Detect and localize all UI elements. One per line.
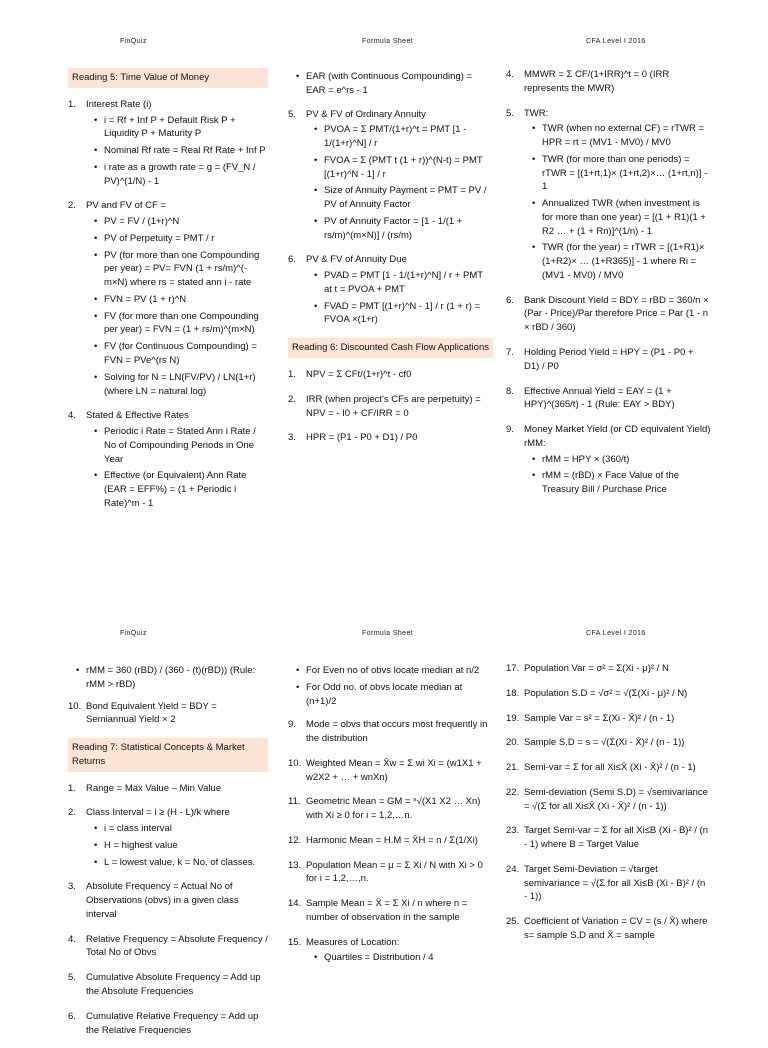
list-item: 6. Cumulative Relative Frequency = Add up the Relative Frequencies [68,1010,259,1036]
list-item: 3. Absolute Frequency = Actual No of Observations (obvs) in a given class interval [68,881,239,920]
list-item: 4. MMWR = Σ CF/(1+IRR)^t = 0 (IRR represents the MWR) [506,69,670,94]
bullet: • i rate as a growth rate = g = (FV_N / PV)^(1/N) - 1 [104,161,268,189]
header-right: CFA Level I 2016 [586,630,646,637]
page1-column-1 [68,68,268,522]
bullet: • PV (for more than one Compounding per year) = PV= FVN (1 + rs/m)^(-m×N) where rs = stated ann i - rate [104,249,268,290]
header-left: FinQuiz [120,38,147,45]
page2-column-2 [288,662,493,976]
bullet: • TWR (for more than one periods) = rTWR = [(1+rt,1)× (1+rt,2)×… (1+rt,n)] - 1 [542,153,711,194]
bullet: • PVOA = Σ PMT/(1+r)^t = PMT [1 - 1/(1+r)^N] / r [324,123,493,151]
page2-column-3 [506,662,711,954]
list-item: 20. Sample S.D = s = √(Σ(Xi - X̄)² / (n - 1)) [506,737,685,749]
section-title: Reading 5: Time Value of Money [68,68,268,88]
bullet: • PV of Annuity Factor = [1 - 1/(1 + rs/m)^(m×N)] / (rs/m) [324,215,493,243]
list-item: 11. Geometric Mean = GM = ⁿ√(X1 X2 … Xn) with Xi ≥ 0 for i = 1,2,…n. [288,796,481,822]
bullet: • H = highest value [104,839,268,853]
page-2 [0,512,768,1036]
list-item: 12. Harmonic Mean = H.M = X̄H = n / Σ(1/Xi) [288,834,478,846]
list-item: 9. Mode = obvs that occurs most frequently in the distribution [288,719,488,745]
page-1 [0,0,768,512]
header-right: CFA Level I 2016 [586,38,646,45]
header-center: Formula Sheet [362,38,414,45]
bullet: • rMM = 360 (rBD) / (360 - (t)(rBD)) (Rule: rMM > rBD) [86,664,268,692]
bullet: • TWR (when no external CF) = rTWR = HPR = rt = (MV1 - MV0) / MV0 [542,122,711,150]
bullet: • i = class interval [104,822,268,836]
list-item: 7. Holding Period Yield = HPY = (P1 - P0 + D1) / P0 [506,347,694,372]
bullet: • Effective (or Equivalent) Ann Rate (EAR = EFF%) = (1 + Periodic i Rate)^m - 1 [104,469,268,510]
bullet: • EAR (with Continuous Compounding) = EAR = e^rs - 1 [306,70,493,98]
bullet: • Periodic i Rate = Stated Ann i Rate / No of Compounding Periods in One Year [104,425,268,466]
list-item: 22. Semi-deviation (Semi S.D) = √semivariance = √(Σ for all Xi≤X̄ (Xi - X̄)² / (n - 1)) [506,786,708,812]
list-item: 18. Population S.D = √σ² = √(Σ(Xi - μ)² / N) [506,687,688,699]
bullet: • FV (for more than one Compounding per year) = FVN = (1 + rs/m)^(m×N) [104,310,268,338]
bullet: • PV = FV / (1+r)^N [104,215,268,229]
list-item: 19. Sample Var = s² = Σ(Xi - X̄)² / (n - 1) [506,712,675,724]
page2-column-1 [68,662,268,1048]
page1-column-2 [288,68,493,456]
bullet: • rMM = (rBD) × Face Value of the Treasury Bill / Purchase Price [542,469,711,497]
header-center: Formula Sheet [362,630,414,637]
bullet: • PV of Perpetuity = PMT / r [104,232,268,246]
bullet: • Nominal Rf rate = Real Rf Rate + Inf P [104,144,268,158]
list-item: 17. Population Var = σ² = Σ(Xi - μ)² / N [506,663,669,674]
bullet: • FVAD = PMT [(1+r)^N - 1] / r (1 + r) = FVOA ×(1+r) [324,300,493,328]
bullet: • For Odd no. of obvs locate median at (n+1)/2 [306,681,493,709]
list-item: 1. NPV = Σ CFt/(1+r)^t - cf0 [288,369,412,381]
bullet: • TWR (for the year) = rTWR = [(1+R1)× (1+R2)× … (1+R365)] - 1 where Ri = (MV1 - MV0) / MV0 [542,241,711,282]
list-item: 13. Population Mean = μ = Σ Xi / N with Xi > 0 for i = 1,2,…,n. [288,859,483,885]
bullet: • FVN = PV (1 + r)^N [104,293,268,307]
list-item: 5. PV & FV of Ordinary Annuity • PVOA = Σ PMT/(1+r)^t = PMT [1 - 1/(1+r)^N] / r • FVOA = Σ (PMT t (1 + r))^(N-t) = PMT [(1+r)^N - 1] / r • Size of Annuity Payment = PMT = PV / PV of Annuity Factor • PV of Annuity Factor = [1 - 1/(1 + rs/m)^(m×N)] / (rs/m) [288,108,493,243]
bullet: • rMM = HPY × (360/t) [542,453,711,467]
list-item: 23. Target Semi-var = Σ for all Xi≤B (Xi - B)² / (n - 1) where B = Target Value [506,825,708,851]
list-item: 1. Interest Rate (i) • i = Rf + Inf P + Default Risk P + Liquidity P + Maturity P • Nominal Rf rate = Real Rf Rate + Inf P • i rate as a growth rate = g = (FV_N / PV)^(1/N) - 1 [68,98,268,189]
list-item: 1. Range = Max Value – Min Value [68,782,222,794]
section-title: Reading 7: Statistical Concepts & Market Returns [68,738,268,772]
list-item: 10. Weighted Mean = X̄w = Σ wi Xi = (w1X1 + w2X2 + … + wnXn) [288,757,482,783]
bullet: • For Even no of obvs locate median at n/2 [306,664,493,678]
bullet: • Solving for N = LN(FV/PV) / LN(1+r) (where LN = natural log) [104,371,268,399]
list-item: 15. Measures of Location: • Quartiles = Distribution / 4 [288,936,493,966]
list-item: 5. Cumulative Absolute Frequency = Add up the Absolute Frequencies [68,972,261,998]
list-item: 21. Semi-var = Σ for all Xi≤X̄ (Xi - X̄)² / (n - 1) [506,762,696,774]
header-left: FinQuiz [120,630,147,637]
list-item: 2. PV and FV of CF = • PV = FV / (1+r)^N • PV of Perpetuity = PMT / r • PV (for more than one Compounding per year) = PV= FVN (1 + rs/m)^(-m×N) where rs = stated ann i - rate • FVN = PV (1 + r)^N • FV (for more than one Compounding per year) = FVN = (1 + rs/m)^(m×N) • FV (for Continuous Compounding) = FVN = PVe^(rs N) • Solving for N = LN(FV/PV) / LN(1+r) (where LN = natural log) [68,199,268,398]
list-item: 4. Relative Frequency = Absolute Frequency / Total No of Obvs [68,933,268,959]
list-item: 8. Effective Annual Yield = EAY = (1 + HPY)^(365/t) - 1 (Rule: EAY > BDY) [506,385,675,411]
list-item: 24. Target Semi-Deviation = √target semivariance = √(Σ for all Xi≤B (Xi - B)² / (n - 1)) [506,863,706,903]
bullet: • i = Rf + Inf P + Default Risk P + Liquidity P + Maturity P [104,114,268,142]
bullet: • PVAD = PMT [1 - 1/(1+r)^N] / r + PMT at t = PVOA + PMT [324,269,493,297]
bullet: • FV (for Continuous Compounding) = FVN = PVe^(rs N) [104,340,268,368]
list-item: 25. Coefficient of Variation = CV = (s / X̄) where s= sample S.D and X̄ = sample [506,916,708,941]
section-title: Reading 6: Discounted Cash Flow Applications [288,338,493,358]
bullet: • L = lowest value, k = No. of classes. [104,856,268,870]
list-item: 2. Class Interval = i ≥ (H - L)/k where • i = class interval • H = highest value • L = lowest value, k = No. of classes. [68,806,268,869]
list-item: 6. Bank Discount Yield = BDY = rBD = 360/n × (Par - Price)/Par therefore Price = Par (1 - n × rBD / 360) [506,294,709,334]
bullet: • Size of Annuity Payment = PMT = PV / PV of Annuity Factor [324,184,493,212]
bullet: • Quartiles = Distribution / 4 [324,951,493,965]
list-item: 14. Sample Mean = X̄ = Σ Xi / n where n = number of observation in the sample [288,898,468,923]
list-item: 10. Bond Equivalent Yield = BDY = Semiannual Yield × 2 [68,700,217,726]
list-item: 2. IRR (when project's CFs are perpetuity) = NPV = - I0 + CF/IRR = 0 [288,393,481,419]
list-item: 9. Money Market Yield (or CD equivalent Yield) rMM: • rMM = HPY × (360/t) • rMM = (rBD) × Face Value of the Treasury Bill / Purchase Price [506,423,711,497]
list-item: 5. TWR: • TWR (when no external CF) = rTWR = HPR = rt = (MV1 - MV0) / MV0 • TWR (for more than one periods) = rTWR = [(1+rt,1)× (1+rt,2)×… (1+rt,n)] - 1 • Annualized TWR (when investment is for more than one year) = [(1 + R1)(1 + R2 … + (1 + Rn)]^(1/n) - 1 • TWR (for the year) = rTWR = [(1+R1)× (1+R2)× … (1+R365)] - 1 where Ri = (MV1 - MV0) / MV0 [506,107,711,283]
page1-column-3 [506,68,711,508]
list-item: 4. Stated & Effective Rates • Periodic i Rate = Stated Ann i Rate / No of Compounding Periods in One Year • Effective (or Equivalent) Ann Rate (EAR = EFF%) = (1 + Periodic i Rate)^m - 1 [68,409,268,510]
bullet: • FVOA = Σ (PMT t (1 + r))^(N-t) = PMT [(1+r)^N - 1] / r [324,154,493,182]
list-item: 3. HPR = (P1 - P0 + D1) / P0 [288,432,418,444]
bullet: • Annualized TWR (when investment is for more than one year) = [(1 + R1)(1 + R2 … + (1 + Rn)]^(1/n) - 1 [542,197,711,238]
list-item: 6. PV & FV of Annuity Due • PVAD = PMT [1 - 1/(1+r)^N] / r + PMT at t = PVOA + PMT • FVAD = PMT [(1+r)^N - 1] / r (1 + r) = FVOA ×(1+r) [288,253,493,327]
